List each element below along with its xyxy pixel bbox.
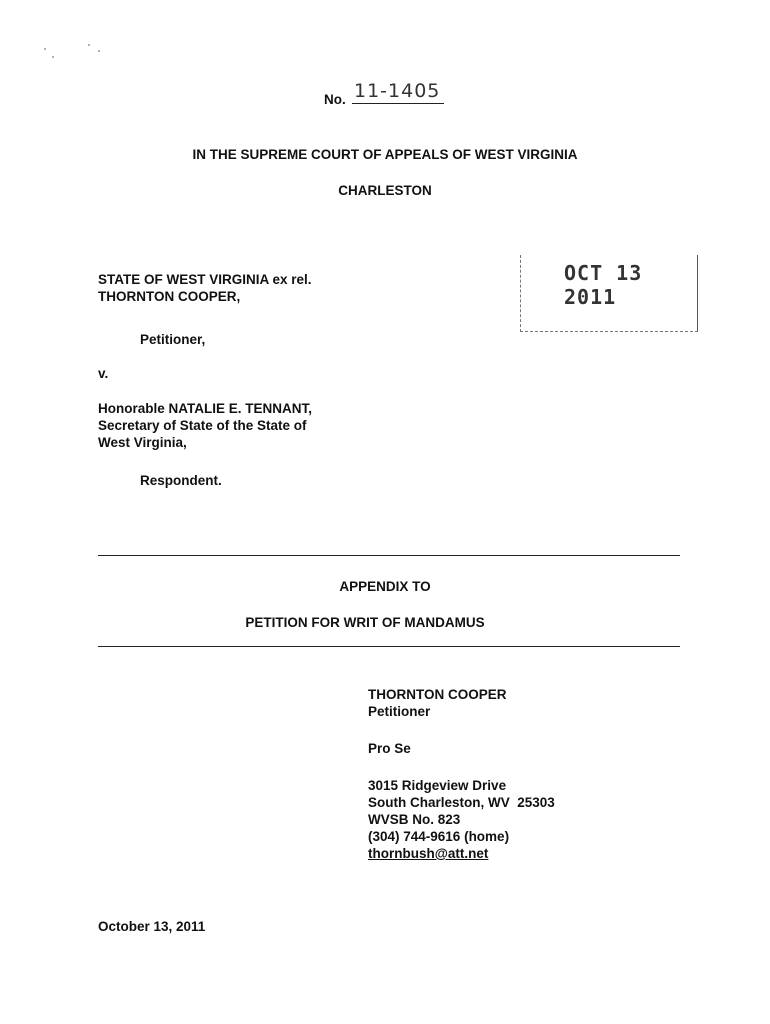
address-line: South Charleston, WV 25303 (368, 795, 555, 810)
petitioner-line-1: STATE OF WEST VIRGINIA ex rel. (98, 272, 312, 287)
stamp-date: OCT 13 2011 (564, 261, 643, 309)
scan-speck (98, 50, 100, 52)
email-link[interactable]: thornbush@att.net (368, 846, 489, 861)
respondent-line-1: Honorable NATALIE E. TENNANT, (98, 401, 313, 416)
court-title: IN THE SUPREME COURT OF APPEALS OF WEST VIRGINIA (192, 147, 578, 162)
respondent-line-3: West Virginia, (98, 435, 187, 450)
bar-number: WVSB No. 823 (368, 812, 461, 827)
scan-speck (52, 56, 54, 58)
filing-stamp (520, 215, 698, 335)
document-title-line-2: PETITION FOR WRIT OF MANDAMUS (245, 615, 485, 630)
top-rule (98, 555, 680, 556)
case-number-handwritten: 11-1405 (354, 80, 441, 102)
document-date: October 13, 2011 (98, 919, 206, 934)
scan-speck (44, 48, 46, 50)
address-line: 3015 Ridgeview Drive (368, 778, 507, 793)
versus: v. (98, 366, 109, 381)
case-number-label: No. (324, 92, 346, 107)
counsel-role: Petitioner (368, 704, 431, 719)
counsel-name: THORNTON COOPER (368, 687, 507, 702)
document-title-line-1: APPENDIX TO (339, 579, 431, 594)
petitioner-role: Petitioner, (140, 332, 206, 347)
court-location: CHARLESTON (338, 183, 432, 198)
petitioner-line-2: THORNTON COOPER, (98, 289, 241, 304)
respondent-role: Respondent. (140, 473, 222, 488)
respondent-line-2: Secretary of State of the State of (98, 418, 307, 433)
counsel-representation: Pro Se (368, 741, 411, 756)
case-number-underline (352, 103, 444, 104)
scan-speck (88, 44, 90, 46)
phone-number: (304) 744-9616 (home) (368, 829, 510, 844)
bottom-rule (98, 646, 680, 647)
